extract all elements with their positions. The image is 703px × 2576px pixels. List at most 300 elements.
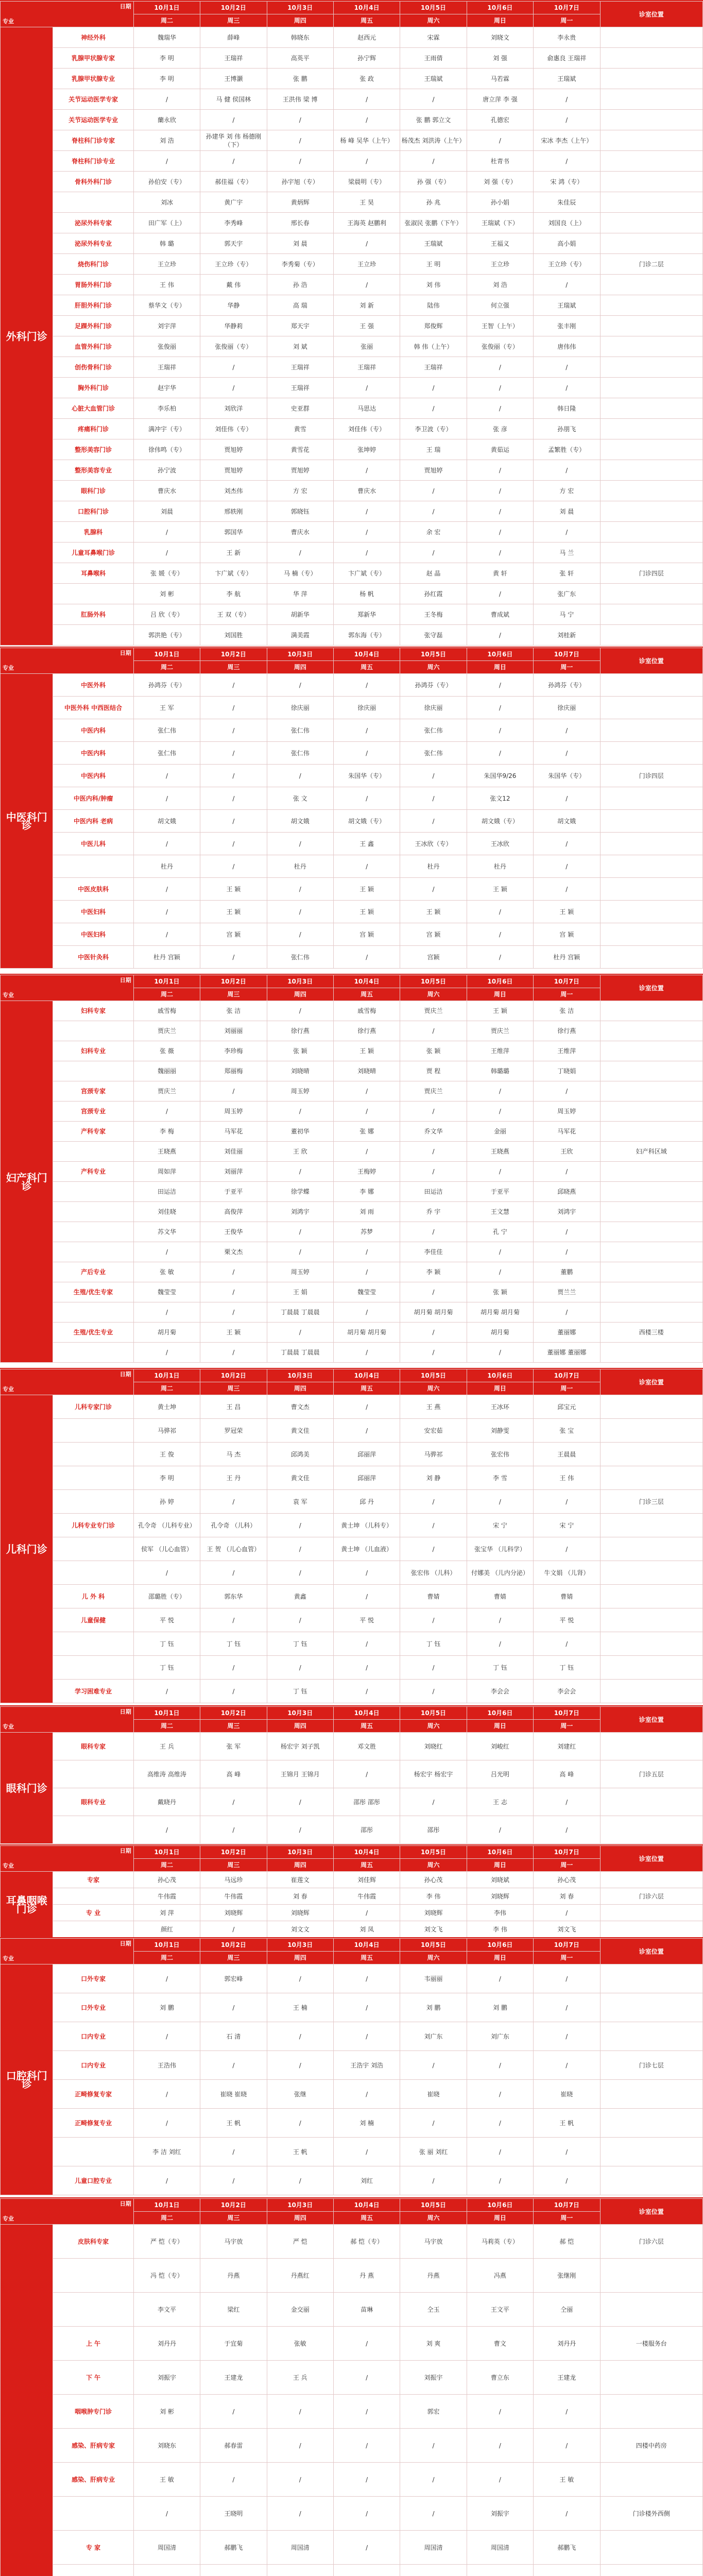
doctor-cell: /: [200, 2138, 267, 2166]
doctor-cell: 王建龙: [534, 2361, 600, 2395]
specialty-label: [53, 1921, 133, 1938]
doctor-cell: 刘佳辉: [333, 1872, 400, 1888]
doctor-cell: 徐行燕: [333, 1021, 400, 1041]
doctor-cell: /: [200, 1921, 267, 1938]
doctor-cell: 王 颖: [333, 901, 400, 923]
location-cell: [600, 810, 703, 833]
table-row: [1, 89, 703, 110]
doctor-cell: /: [200, 1816, 267, 1844]
table-row: [1, 923, 703, 946]
header-date: 10月6日: [467, 1846, 533, 1859]
doctor-cell: 刘佳伟（专）: [200, 419, 267, 439]
header-weekday: 周一: [534, 661, 600, 674]
doctor-cell: 邱丽萍: [333, 1466, 400, 1490]
doctor-cell: 仝玉: [400, 2293, 467, 2327]
doctor-cell: 刘 静: [400, 1466, 467, 1490]
doctor-cell: 孙鸿芬（专）: [133, 674, 200, 697]
specialty-label: 关节运动医学专业: [53, 110, 133, 130]
doctor-cell: 刘 新: [333, 295, 400, 316]
doctor-cell: 李永贵: [534, 27, 600, 48]
doctor-cell: 郭晓钰: [267, 501, 333, 522]
doctor-cell: /: [534, 110, 600, 130]
doctor-cell: 张俊丽（专）: [467, 336, 533, 357]
doctor-cell: 刘晓辉: [467, 1888, 533, 1905]
doctor-cell: 张 军: [200, 1733, 267, 1760]
doctor-cell: 曹文: [467, 2327, 533, 2361]
header-date: 10月2日: [200, 2, 267, 14]
specialty-label: 眼科门诊: [53, 481, 133, 501]
location-cell: [600, 1656, 703, 1680]
corner-spec-label: 专业: [3, 1723, 14, 1730]
doctor-cell: 孔德宏: [467, 110, 533, 130]
doctor-cell: /: [267, 2166, 333, 2195]
header-weekday: 周四: [267, 14, 333, 27]
doctor-cell: /: [467, 2051, 533, 2080]
location-cell: [600, 69, 703, 89]
doctor-cell: /: [267, 1514, 333, 1537]
doctor-cell: /: [200, 742, 267, 765]
doctor-cell: /: [534, 1081, 600, 1101]
doctor-cell: 王 娟: [267, 1282, 333, 1302]
doctor-cell: 周玉婷: [200, 1101, 267, 1122]
location-cell: [600, 213, 703, 233]
specialty-label: 产后专业: [53, 1262, 133, 1282]
doctor-cell: /: [534, 1302, 600, 1323]
header-date: 10月4日: [333, 975, 400, 988]
location-cell: [600, 1021, 703, 1041]
header-weekday: 周四: [267, 988, 333, 1001]
doctor-cell: 孙 兆: [400, 192, 467, 213]
header-date: 10月4日: [333, 2199, 400, 2212]
doctor-cell: 张继: [267, 2080, 333, 2109]
corner-date-label: 日期: [119, 1848, 131, 1854]
location-cell: [600, 2565, 703, 2576]
doctor-cell: 高俊萍: [200, 1202, 267, 1222]
doctor-cell: 王建龙: [200, 2361, 267, 2395]
table-row: [1, 1490, 703, 1514]
doctor-cell: 王瑞斌: [400, 69, 467, 89]
doctor-cell: /: [333, 1081, 400, 1101]
doctor-cell: 孙鸿芬（专）: [534, 674, 600, 697]
header-dates-row: [1, 975, 703, 988]
location-cell: [600, 1202, 703, 1222]
table-row: [1, 543, 703, 563]
corner-date-label: 日期: [119, 2200, 131, 2207]
doctor-cell: 戴晓丹: [133, 1788, 200, 1816]
location-cell: [600, 295, 703, 316]
doctor-cell: 满冲宇（专）: [133, 419, 200, 439]
header-location: 诊室位置: [600, 648, 703, 674]
header-date: 10月6日: [467, 975, 533, 988]
location-cell: 门诊四层: [600, 563, 703, 584]
specialty-label: 中医内科 老病: [53, 810, 133, 833]
doctor-cell: /: [400, 1101, 467, 1122]
corner-spec-label: 专业: [3, 992, 14, 998]
doctor-cell: 王冰欣（专）: [400, 833, 467, 855]
doctor-cell: 王 颖: [333, 1041, 400, 1061]
doctor-cell: 马军花: [534, 1122, 600, 1142]
location-cell: [600, 625, 703, 646]
doctor-cell: [333, 2565, 400, 2576]
doctor-cell: 冯 恺（专）: [133, 2259, 200, 2293]
doctor-cell: 孙鸿芬（专）: [400, 674, 467, 697]
location-cell: [600, 1101, 703, 1122]
doctor-cell: 杜丹: [133, 855, 200, 878]
header-date: 10月4日: [333, 1369, 400, 1382]
doctor-cell: /: [400, 1788, 467, 1816]
location-cell: [600, 1302, 703, 1323]
corner-date-label: 日期: [119, 1708, 131, 1715]
table-row: [1, 2463, 703, 2497]
location-cell: 门诊楼外西侧: [600, 2497, 703, 2531]
schedule-table: [0, 1938, 703, 2195]
header-weekday: 周日: [467, 14, 533, 27]
doctor-cell: /: [400, 787, 467, 810]
doctor-cell: 张 娜: [333, 1122, 400, 1142]
doctor-cell: 贾旭婷: [200, 439, 267, 460]
location-cell: [600, 522, 703, 543]
location-cell: 一楼服务台: [600, 2327, 703, 2361]
location-cell: [600, 1921, 703, 1938]
doctor-cell: [267, 2565, 333, 2576]
doctor-cell: 方 宏: [534, 481, 600, 501]
doctor-cell: /: [200, 1081, 267, 1101]
doctor-cell: 邱宝元: [534, 1395, 600, 1419]
schedule-section: [0, 647, 703, 972]
doctor-cell: 黄鑫: [267, 1585, 333, 1608]
table-row: [1, 439, 703, 460]
doctor-cell: 张仁伟: [267, 946, 333, 969]
location-cell: [600, 1993, 703, 2022]
location-cell: [600, 1585, 703, 1608]
doctor-cell: 刘 爽: [400, 2327, 467, 2361]
header-dates-row: [1, 1369, 703, 1382]
doctor-cell: /: [467, 697, 533, 719]
doctor-cell: /: [200, 810, 267, 833]
doctor-cell: 陆伟: [400, 295, 467, 316]
specialty-label: 整形美容门诊: [53, 439, 133, 460]
doctor-cell: 于宜菊: [200, 2327, 267, 2361]
doctor-cell: 高英平: [267, 48, 333, 69]
location-cell: [600, 1608, 703, 1632]
specialty-label: 口外专业: [53, 1993, 133, 2022]
specialty-label: 胸外科门诊: [53, 378, 133, 398]
location-cell: [600, 1419, 703, 1443]
specialty-label: [53, 1656, 133, 1680]
location-cell: [600, 2395, 703, 2429]
doctor-cell: 丁 钰: [267, 1632, 333, 1656]
doctor-cell: 王 瑞: [400, 439, 467, 460]
specialty-label: [53, 1561, 133, 1585]
location-cell: [600, 378, 703, 398]
doctor-cell: /: [133, 1964, 200, 1993]
doctor-cell: /: [400, 2463, 467, 2497]
header-weekday: 周六: [400, 1859, 467, 1872]
doctor-cell: 曹成斌: [467, 604, 533, 625]
doctor-cell: 胡文娥: [534, 810, 600, 833]
doctor-cell: /: [133, 1302, 200, 1323]
doctor-cell: 徐庆丽: [333, 697, 400, 719]
specialty-label: [53, 1142, 133, 1162]
doctor-cell: 刘 萍: [133, 1905, 200, 1921]
doctor-cell: 王 兵: [133, 1733, 200, 1760]
doctor-cell: /: [200, 1788, 267, 1816]
doctor-cell: 邱晓燕: [534, 1182, 600, 1202]
table-row: [1, 2565, 703, 2576]
doctor-cell: /: [534, 1632, 600, 1656]
specialty-label: 儿童耳鼻喉门诊: [53, 543, 133, 563]
doctor-cell: /: [200, 1680, 267, 1703]
table-row: [1, 1921, 703, 1938]
doctor-cell: /: [400, 1222, 467, 1242]
doctor-cell: /: [267, 2109, 333, 2138]
doctor-cell: 刘文文: [267, 1921, 333, 1938]
doctor-cell: 郝佳福（专）: [200, 172, 267, 192]
schedule-section: [0, 1937, 703, 2196]
doctor-cell: 王锦月 王锦月: [267, 1760, 333, 1788]
doctor-cell: 刘 强（专）: [467, 172, 533, 192]
department-name: 眼科门诊: [1, 1733, 53, 1844]
location-cell: [600, 604, 703, 625]
doctor-cell: 徐行燕: [267, 1021, 333, 1041]
header-date: 10月3日: [267, 2, 333, 14]
doctor-cell: 侯军 （儿心血管）: [133, 1537, 200, 1561]
doctor-cell: /: [200, 1608, 267, 1632]
doctor-cell: 张 政: [333, 69, 400, 89]
table-row: [1, 1632, 703, 1656]
doctor-cell: 李 梅: [133, 1122, 200, 1142]
doctor-cell: 戚雪梅: [133, 1001, 200, 1021]
header-date: 10月2日: [200, 2199, 267, 2212]
location-cell: [600, 1561, 703, 1585]
header-weekday: 周五: [333, 988, 400, 1001]
doctor-cell: 付娜美 （儿内分泌）: [467, 1561, 533, 1585]
table-row: [1, 398, 703, 419]
doctor-cell: 张淑民 张鹏（下午）: [400, 213, 467, 233]
location-cell: 四楼中药房: [600, 2429, 703, 2463]
header-date: 10月5日: [400, 975, 467, 988]
specialty-label: 心脏大血管门诊: [53, 398, 133, 419]
doctor-cell: 张宏伟: [467, 1443, 533, 1466]
doctor-cell: 崔晓: [400, 2080, 467, 2109]
doctor-cell: 朱国华（专）: [534, 765, 600, 787]
doctor-cell: 刘 春: [534, 1888, 600, 1905]
specialty-label: 疼痛科门诊: [53, 419, 133, 439]
header-weekday: 周三: [200, 2212, 267, 2225]
doctor-cell: 卞广斌（专）: [200, 563, 267, 584]
doctor-cell: 宋霖: [400, 27, 467, 48]
doctor-cell: 刘 浩: [133, 130, 200, 151]
doctor-cell: 曹庆水: [333, 481, 400, 501]
doctor-cell: 王海英 赵鹏利: [333, 213, 400, 233]
table-row: [1, 1964, 703, 1993]
schedule-section: [0, 1844, 703, 1936]
doctor-cell: 刘建红: [534, 1733, 600, 1760]
doctor-cell: 徐行燕: [534, 1021, 600, 1041]
doctor-cell: /: [467, 2109, 533, 2138]
doctor-cell: 王 伟: [133, 275, 200, 295]
doctor-cell: /: [200, 697, 267, 719]
specialty-label: [53, 1466, 133, 1490]
location-cell: [600, 1395, 703, 1419]
doctor-cell: 王 敏: [534, 2463, 600, 2497]
doctor-cell: 王 颖: [467, 878, 533, 901]
location-cell: [600, 110, 703, 130]
doctor-cell: /: [400, 151, 467, 172]
doctor-cell: /: [534, 2022, 600, 2051]
corner-spec-label: 专业: [3, 1386, 14, 1393]
header-weekday: 周三: [200, 1720, 267, 1733]
doctor-cell: /: [133, 901, 200, 923]
doctor-cell: /: [400, 1323, 467, 1343]
doctor-cell: /: [333, 378, 400, 398]
location-cell: [600, 1680, 703, 1703]
doctor-cell: 李 伟: [467, 1921, 533, 1938]
specialty-label: 咽喉肿专门诊: [53, 2395, 133, 2429]
doctor-cell: /: [333, 89, 400, 110]
specialty-label: 泌尿外科专家: [53, 213, 133, 233]
table-row: [1, 2022, 703, 2051]
specialty-label: [53, 1343, 133, 1363]
doctor-cell: 贾兰兰: [534, 1282, 600, 1302]
doctor-cell: /: [400, 1680, 467, 1703]
doctor-cell: /: [467, 1343, 533, 1363]
schedule-table: [0, 1, 703, 646]
header-dates-row: [1, 1707, 703, 1720]
doctor-cell: 刘 鹏: [133, 1993, 200, 2022]
specialty-label: [53, 2497, 133, 2531]
doctor-cell: 王 帆: [200, 2109, 267, 2138]
specialty-label: 口内专业: [53, 2051, 133, 2080]
doctor-cell: 李佳佳: [400, 1242, 467, 1262]
doctor-cell: 王立珍（专）: [200, 254, 267, 275]
location-cell: [600, 719, 703, 742]
doctor-cell: /: [467, 1964, 533, 1993]
doctor-cell: /: [333, 1680, 400, 1703]
doctor-cell: 丁晨晨 丁晨晨: [267, 1302, 333, 1323]
doctor-cell: /: [400, 2497, 467, 2531]
doctor-cell: 王冬梅: [400, 604, 467, 625]
header-date: 10月3日: [267, 1369, 333, 1382]
doctor-cell: 王 楠: [267, 1993, 333, 2022]
doctor-cell: 张坤婷: [333, 439, 400, 460]
header-weekday: 周一: [534, 1952, 600, 1964]
location-cell: [600, 1816, 703, 1844]
table-row: [1, 1993, 703, 2022]
doctor-cell: 王 昌: [200, 1395, 267, 1419]
doctor-cell: /: [200, 1490, 267, 1514]
location-cell: [600, 172, 703, 192]
doctor-cell: 王冰环: [467, 1395, 533, 1419]
doctor-cell: 刘杰伟: [200, 481, 267, 501]
doctor-cell: 苏梦: [333, 1222, 400, 1242]
table-row: [1, 1162, 703, 1182]
specialty-label: 肝胆外科门诊: [53, 295, 133, 316]
doctor-cell: 丹燕: [200, 2259, 267, 2293]
location-cell: [600, 1061, 703, 1081]
doctor-cell: 刘 斌: [267, 336, 333, 357]
doctor-cell: /: [534, 1242, 600, 1262]
table-row: [1, 946, 703, 969]
doctor-cell: /: [534, 151, 600, 172]
doctor-cell: /: [333, 1760, 400, 1788]
location-cell: [600, 833, 703, 855]
header-date: 10月2日: [200, 1846, 267, 1859]
header-date: 10月7日: [534, 648, 600, 661]
table-row: [1, 69, 703, 89]
doctor-cell: 牛伟霞: [333, 1888, 400, 1905]
location-cell: [600, 1343, 703, 1363]
header-location: 诊室位置: [600, 1939, 703, 1964]
location-cell: [600, 1443, 703, 1466]
doctor-cell: 王 颖: [200, 878, 267, 901]
doctor-cell: 王 颖: [200, 901, 267, 923]
doctor-cell: 刘 晨: [267, 233, 333, 254]
doctor-cell: 孙宇旭（专）: [267, 172, 333, 192]
doctor-cell: 刘冰: [133, 192, 200, 213]
location-cell: [600, 2259, 703, 2293]
doctor-cell: /: [333, 2361, 400, 2395]
header-location: 诊室位置: [600, 1846, 703, 1872]
corner-date-label: 日期: [119, 1940, 131, 1947]
table-row: [1, 1466, 703, 1490]
doctor-cell: 刘 彬: [133, 2395, 200, 2429]
doctor-cell: 王 鑫: [333, 833, 400, 855]
doctor-cell: 黄广宇: [200, 192, 267, 213]
schedule-section: [0, 0, 703, 645]
doctor-cell: 王晓明: [200, 2497, 267, 2531]
specialty-label: 口外专家: [53, 1964, 133, 1993]
doctor-cell: /: [333, 1585, 400, 1608]
doctor-cell: 张 颖: [400, 1041, 467, 1061]
location-cell: [600, 787, 703, 810]
doctor-cell: /: [267, 1101, 333, 1122]
doctor-cell: 俞惠良 王瑞祥: [534, 48, 600, 69]
table-row: [1, 1101, 703, 1122]
doctor-cell: /: [467, 2395, 533, 2429]
doctor-cell: 黄茹运: [467, 439, 533, 460]
location-cell: [600, 336, 703, 357]
doctor-cell: /: [267, 2051, 333, 2080]
doctor-cell: /: [400, 378, 467, 398]
doctor-cell: 贾庆兰: [467, 1021, 533, 1041]
location-cell: 门诊二层: [600, 254, 703, 275]
header-weekday: 周五: [333, 1952, 400, 1964]
header-date: 10月2日: [200, 1707, 267, 1720]
header-date: 10月5日: [400, 1846, 467, 1859]
doctor-cell: 王瑞斌（下）: [467, 213, 533, 233]
doctor-cell: /: [133, 2497, 200, 2531]
doctor-cell: /: [333, 522, 400, 543]
doctor-cell: 胡文娥: [133, 810, 200, 833]
department-name: [1, 2225, 53, 2576]
location-cell: [600, 1788, 703, 1816]
location-cell: [600, 584, 703, 604]
doctor-cell: 李珍梅: [200, 1041, 267, 1061]
doctor-cell: 马 楠（专）: [267, 563, 333, 584]
doctor-cell: /: [534, 2138, 600, 2166]
doctor-cell: 杜丹: [467, 855, 533, 878]
doctor-cell: /: [267, 1964, 333, 1993]
doctor-cell: /: [333, 110, 400, 130]
table-row: [1, 172, 703, 192]
doctor-cell: 邱 丹: [333, 1490, 400, 1514]
corner-date-label: 日期: [119, 977, 131, 984]
location-cell: [600, 460, 703, 481]
table-row: [1, 2080, 703, 2109]
specialty-label: 上 午: [53, 2327, 133, 2361]
doctor-cell: 贾 程: [400, 1061, 467, 1081]
